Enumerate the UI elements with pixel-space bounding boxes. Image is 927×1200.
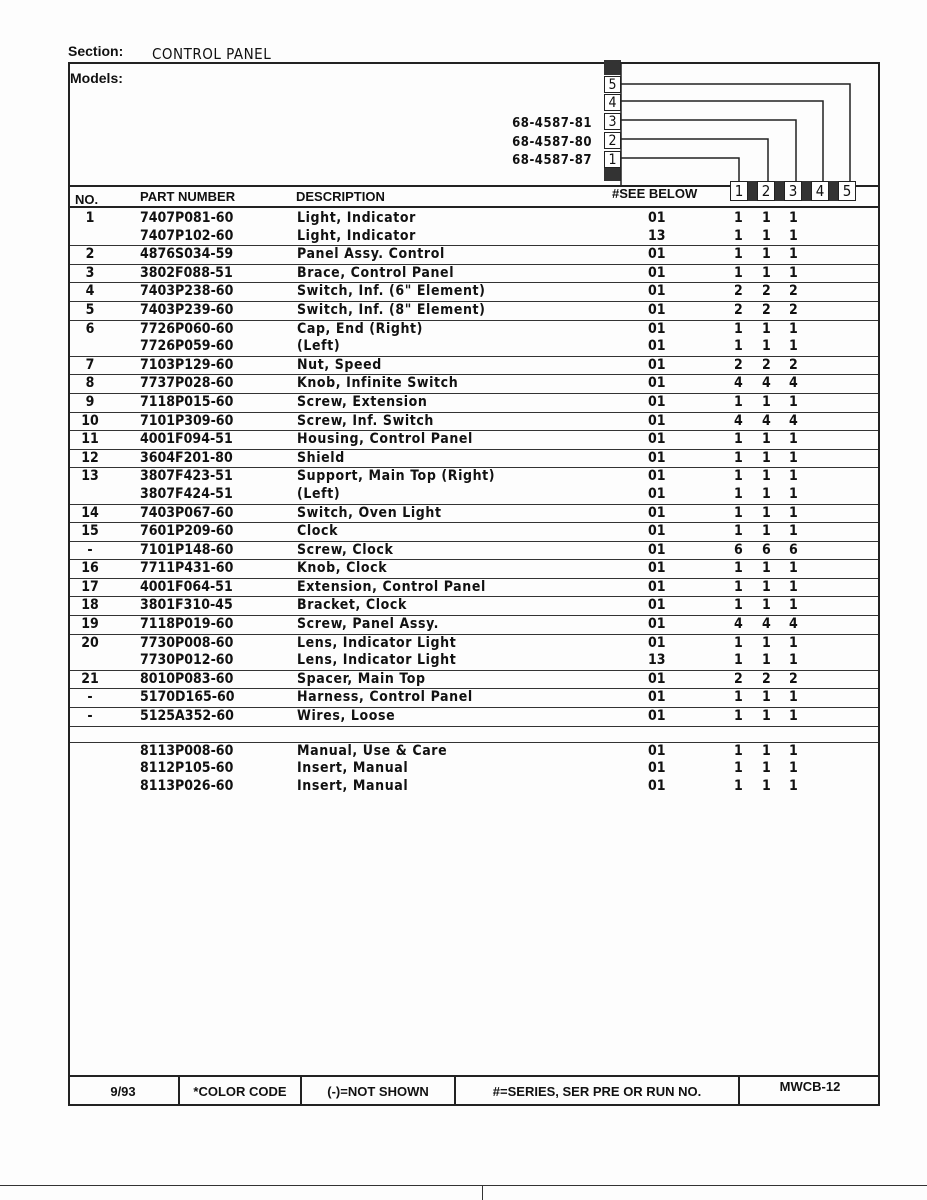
part-description: Light, Indicator [297, 210, 416, 226]
table-row [70, 597, 878, 615]
table-row [70, 708, 878, 726]
part-number: 7403P238-60 [140, 283, 234, 300]
model-column-box: 2 [604, 132, 621, 149]
series-code: 01 [648, 412, 666, 429]
quantity-model-2: 1 [762, 227, 771, 244]
part-description: Insert, Manual [297, 777, 409, 794]
part-group [70, 431, 878, 450]
quantity-model-2: 1 [762, 393, 771, 410]
part-description: Shield [297, 449, 345, 466]
quantity-model-2: 4 [762, 375, 771, 392]
item-number: 10 [81, 412, 99, 429]
model-number: 68-4587-81 [512, 116, 592, 131]
part-group [70, 357, 878, 376]
part-description: Switch, Oven Light [297, 504, 442, 521]
header-description: DESCRIPTION [296, 189, 385, 204]
quantity-model-3: 1 [789, 742, 798, 759]
quantity-model-2: 1 [762, 597, 771, 614]
quantity-model-3: 4 [789, 616, 798, 633]
page-bottom-line [0, 1185, 927, 1186]
quantity-model-1: 4 [734, 375, 743, 392]
models-label: Models: [70, 70, 123, 86]
item-number: 21 [81, 670, 99, 687]
model-column-box: 4 [604, 94, 621, 111]
part-number: 7737P028-60 [140, 375, 234, 392]
quantity-model-1: 1 [734, 468, 743, 485]
part-description: Manual, Use & Care [297, 742, 448, 759]
header-model-col-4: 4 [811, 181, 829, 201]
part-group [70, 265, 878, 284]
quantity-model-1: 1 [734, 338, 743, 355]
quantity-model-3: 1 [789, 210, 798, 226]
part-number: 7101P148-60 [140, 541, 234, 558]
part-description: Screw, Panel Assy. [297, 616, 440, 633]
quantity-model-2: 2 [762, 356, 771, 373]
quantity-model-1: 1 [734, 742, 743, 759]
part-number: 3604F201-80 [140, 449, 233, 466]
series-code: 01 [648, 523, 666, 540]
part-number: 7726P060-60 [140, 320, 234, 337]
part-number: 5125A352-60 [140, 708, 234, 725]
part-group [70, 635, 878, 671]
part-group [70, 283, 878, 302]
quantity-model-2: 1 [762, 708, 771, 725]
part-description: Extension, Control Panel [297, 578, 486, 595]
series-code: 01 [648, 541, 666, 558]
part-group [70, 708, 878, 727]
quantity-model-2: 2 [762, 283, 771, 300]
part-group [70, 597, 878, 616]
item-number: - [87, 708, 93, 725]
series-code: 01 [648, 393, 666, 410]
table-row [70, 542, 878, 560]
model-number: 68-4587-87 [512, 153, 592, 168]
part-group [70, 579, 878, 598]
quantity-model-3: 1 [789, 634, 798, 651]
table-row [70, 357, 878, 375]
series-code: 01 [648, 634, 666, 651]
quantity-model-3: 1 [789, 708, 798, 725]
part-description: Lens, Indicator Light [297, 634, 457, 651]
quantity-model-1: 2 [734, 301, 743, 318]
part-number: 4001F064-51 [140, 578, 233, 595]
table-row [70, 760, 878, 778]
part-description: Cap, End (Right) [297, 320, 424, 337]
item-number: 17 [81, 578, 99, 595]
quantity-model-3: 1 [789, 431, 798, 448]
part-number: 7730P008-60 [140, 634, 234, 651]
quantity-model-3: 2 [789, 670, 798, 687]
quantity-model-1: 1 [734, 578, 743, 595]
quantity-model-2: 1 [762, 320, 771, 337]
header-part-number: PART NUMBER [140, 189, 236, 204]
part-number: 5170D165-60 [140, 689, 235, 706]
model-column-box: 5 [604, 76, 621, 93]
footer-doc-id: MWCB-12 [779, 1079, 841, 1094]
header-model-col-1: 1 [730, 181, 748, 201]
quantity-model-1: 1 [734, 597, 743, 614]
series-code: 01 [648, 742, 666, 759]
section-label: Section: [68, 43, 124, 59]
footer-date: 9/93 [68, 1077, 180, 1105]
part-number: 7711P431-60 [140, 560, 234, 577]
quantity-model-3: 1 [789, 504, 798, 521]
header-no: NO. [75, 192, 99, 207]
header-model-col-2: 2 [757, 181, 775, 201]
part-description: Light, Indicator [297, 227, 416, 244]
table-row [70, 338, 878, 356]
table-row [70, 228, 878, 246]
part-description: Screw, Inf. Switch [297, 412, 435, 429]
series-code: 01 [648, 338, 666, 355]
table-row [70, 505, 878, 523]
part-group [70, 542, 878, 561]
footer-bar [68, 1075, 880, 1105]
quantity-model-1: 6 [734, 541, 743, 558]
part-group [70, 505, 878, 524]
quantity-model-1: 1 [734, 708, 743, 725]
quantity-model-1: 1 [734, 449, 743, 466]
part-description: Lens, Indicator Light [297, 652, 457, 669]
quantity-model-3: 4 [789, 412, 798, 429]
quantity-model-2: 1 [762, 468, 771, 485]
quantity-model-1: 2 [734, 283, 743, 300]
model-number: 68-4587-80 [512, 135, 592, 150]
header-model-col-5: 5 [838, 181, 856, 201]
part-number: 3802F088-51 [140, 264, 233, 281]
series-code: 01 [648, 777, 666, 794]
part-description: Harness, Control Panel [297, 689, 473, 706]
series-code: 01 [648, 356, 666, 373]
part-description: Nut, Speed [297, 356, 382, 373]
part-description: Switch, Inf. (8" Element) [297, 301, 486, 318]
quantity-model-1: 1 [734, 210, 743, 226]
quantity-model-1: 2 [734, 670, 743, 687]
quantity-model-1: 1 [734, 431, 743, 448]
part-number: 7407P081-60 [140, 210, 234, 226]
table-row [70, 431, 878, 449]
model-connector-lines [0, 0, 927, 210]
item-number: 9 [85, 393, 95, 410]
part-group [70, 321, 878, 357]
part-group [70, 671, 878, 690]
quantity-model-3: 2 [789, 283, 798, 300]
part-description: Housing, Control Panel [297, 431, 473, 448]
quantity-model-1: 1 [734, 393, 743, 410]
part-description: Spacer, Main Top [297, 670, 426, 687]
part-group [70, 468, 878, 504]
part-number: 8113P008-60 [140, 742, 234, 759]
quantity-model-3: 1 [789, 760, 798, 777]
part-description: Knob, Clock [297, 560, 388, 577]
series-code: 01 [648, 560, 666, 577]
series-code: 01 [648, 578, 666, 595]
quantity-model-2: 4 [762, 412, 771, 429]
part-description: Brace, Control Panel [297, 264, 455, 281]
quantity-model-1: 1 [734, 523, 743, 540]
table-row [70, 579, 878, 597]
item-number: 19 [81, 616, 99, 633]
part-description: Insert, Manual [297, 760, 409, 777]
item-number: 6 [85, 320, 95, 337]
parts-rows [70, 210, 878, 795]
part-group [70, 246, 878, 265]
quantity-model-3: 1 [789, 320, 798, 337]
part-description: (Left) [297, 338, 341, 355]
item-number: 13 [81, 468, 99, 485]
series-code: 01 [648, 431, 666, 448]
part-number: 8112P105-60 [140, 760, 234, 777]
table-row [70, 265, 878, 283]
quantity-model-3: 1 [789, 246, 798, 263]
item-number: 15 [81, 523, 99, 540]
part-number: 7730P012-60 [140, 652, 234, 669]
quantity-model-1: 1 [734, 560, 743, 577]
quantity-model-2: 1 [762, 246, 771, 263]
quantity-model-2: 1 [762, 210, 771, 226]
quantity-model-3: 2 [789, 356, 798, 373]
quantity-model-3: 1 [789, 338, 798, 355]
quantity-model-1: 1 [734, 227, 743, 244]
item-number: 14 [81, 504, 99, 521]
series-code: 01 [648, 283, 666, 300]
part-number: 3807F423-51 [140, 468, 233, 485]
quantity-model-2: 1 [762, 338, 771, 355]
quantity-model-3: 1 [789, 597, 798, 614]
footer-series-note: #=SERIES, SER PRE OR RUN NO. [456, 1077, 740, 1105]
part-number: 8113P026-60 [140, 777, 234, 794]
part-description: (Left) [297, 485, 341, 502]
part-group [70, 560, 878, 579]
item-number: 4 [85, 283, 95, 300]
quantity-model-2: 1 [762, 504, 771, 521]
part-group [70, 302, 878, 321]
part-group [70, 413, 878, 432]
table-row [70, 486, 878, 504]
part-description: Knob, Infinite Switch [297, 375, 459, 392]
quantity-model-2: 2 [762, 301, 771, 318]
quantity-model-2: 1 [762, 634, 771, 651]
quantity-model-1: 1 [734, 320, 743, 337]
part-group [70, 523, 878, 542]
quantity-model-2: 1 [762, 560, 771, 577]
table-row [70, 560, 878, 578]
series-code: 01 [648, 597, 666, 614]
item-number: 11 [81, 431, 99, 448]
table-row [70, 468, 878, 486]
item-number: 2 [85, 246, 95, 263]
part-description: Screw, Clock [297, 541, 394, 558]
quantity-model-2: 1 [762, 523, 771, 540]
quantity-model-1: 4 [734, 412, 743, 429]
table-row [70, 302, 878, 320]
series-code: 01 [648, 264, 666, 281]
part-group [70, 375, 878, 394]
item-number: - [87, 689, 93, 706]
table-row [70, 743, 878, 761]
quantity-model-2: 4 [762, 616, 771, 633]
quantity-model-1: 1 [734, 246, 743, 263]
quantity-model-1: 1 [734, 760, 743, 777]
footer-color-code: *COLOR CODE [180, 1077, 302, 1105]
quantity-model-3: 6 [789, 541, 798, 558]
quantity-model-2: 1 [762, 485, 771, 502]
quantity-model-2: 6 [762, 541, 771, 558]
quantity-model-1: 1 [734, 634, 743, 651]
part-number: 7118P015-60 [140, 393, 234, 410]
quantity-model-2: 1 [762, 264, 771, 281]
item-number: 5 [85, 301, 95, 318]
series-code: 01 [648, 320, 666, 337]
series-code: 01 [648, 670, 666, 687]
quantity-model-3: 1 [789, 227, 798, 244]
part-description: Wires, Loose [297, 708, 396, 725]
part-description: Switch, Inf. (6" Element) [297, 283, 486, 300]
quantity-model-2: 1 [762, 449, 771, 466]
part-number: 7601P209-60 [140, 523, 234, 540]
table-row [70, 246, 878, 264]
part-number: 3807F424-51 [140, 485, 233, 502]
part-number: 7118P019-60 [140, 616, 234, 633]
quantity-model-1: 1 [734, 777, 743, 794]
item-number: 7 [85, 356, 95, 373]
quantity-model-3: 4 [789, 375, 798, 392]
quantity-model-2: 1 [762, 760, 771, 777]
footer-not-shown: (-)=NOT SHOWN [302, 1077, 456, 1105]
table-row [70, 413, 878, 431]
series-code: 01 [648, 689, 666, 706]
part-number: 4876S034-59 [140, 246, 234, 263]
quantity-model-2: 1 [762, 652, 771, 669]
quantity-model-3: 1 [789, 560, 798, 577]
table-row [70, 394, 878, 412]
quantity-model-3: 2 [789, 301, 798, 318]
header-see-below: #SEE BELOW [612, 186, 698, 201]
item-number: 1 [85, 210, 95, 226]
table-row [70, 635, 878, 653]
table-row [70, 321, 878, 339]
table-row [70, 450, 878, 468]
part-description: Support, Main Top (Right) [297, 468, 496, 485]
part-group [70, 616, 878, 635]
series-code: 01 [648, 485, 666, 502]
part-number: 3801F310-45 [140, 597, 233, 614]
series-code: 01 [648, 760, 666, 777]
series-code: 01 [648, 375, 666, 392]
header-divider [68, 206, 880, 208]
quantity-model-2: 1 [762, 431, 771, 448]
header-model-col-3: 3 [784, 181, 802, 201]
quantity-model-1: 1 [734, 652, 743, 669]
part-group [70, 394, 878, 413]
item-number: 3 [85, 264, 95, 281]
quantity-model-3: 1 [789, 393, 798, 410]
part-description: Panel Assy. Control [297, 246, 445, 263]
series-code: 01 [648, 468, 666, 485]
part-number: 7726P059-60 [140, 338, 234, 355]
part-number: 7103P129-60 [140, 356, 234, 373]
part-description: Clock [297, 523, 339, 540]
blank-row [70, 727, 878, 743]
quantity-model-3: 1 [789, 449, 798, 466]
item-number: 20 [81, 634, 99, 651]
series-code: 01 [648, 708, 666, 725]
table-row [70, 689, 878, 707]
item-number: 12 [81, 449, 99, 466]
quantity-model-1: 1 [734, 504, 743, 521]
part-number: 7407P102-60 [140, 227, 234, 244]
model-column-box: 1 [604, 151, 621, 168]
series-code: 01 [648, 210, 666, 226]
item-number: - [87, 541, 93, 558]
part-number: 7403P067-60 [140, 504, 234, 521]
series-code: 01 [648, 504, 666, 521]
part-number: 8010P083-60 [140, 670, 234, 687]
quantity-model-3: 1 [789, 264, 798, 281]
quantity-model-1: 1 [734, 689, 743, 706]
quantity-model-3: 1 [789, 523, 798, 540]
item-number: 8 [85, 375, 95, 392]
series-code: 13 [648, 652, 666, 669]
quantity-model-1: 4 [734, 616, 743, 633]
part-group [70, 743, 878, 796]
table-row [70, 375, 878, 393]
series-code: 01 [648, 301, 666, 318]
quantity-model-3: 1 [789, 578, 798, 595]
quantity-model-1: 2 [734, 356, 743, 373]
quantity-model-1: 1 [734, 485, 743, 502]
item-number: 16 [81, 560, 99, 577]
part-group [70, 450, 878, 469]
part-description: Screw, Extension [297, 393, 428, 410]
table-row [70, 616, 878, 634]
table-row [70, 652, 878, 670]
part-group [70, 210, 878, 246]
quantity-model-2: 1 [762, 578, 771, 595]
item-number: 18 [81, 597, 99, 614]
series-code: 01 [648, 449, 666, 466]
part-group [70, 689, 878, 708]
quantity-model-2: 1 [762, 689, 771, 706]
quantity-model-3: 1 [789, 485, 798, 502]
table-row [70, 283, 878, 301]
series-code: 13 [648, 227, 666, 244]
quantity-model-2: 2 [762, 670, 771, 687]
table-row [70, 671, 878, 689]
part-number: 7101P309-60 [140, 412, 234, 429]
series-code: 01 [648, 246, 666, 263]
series-code: 01 [648, 616, 666, 633]
table-row [70, 210, 878, 228]
section-value: CONTROL PANEL [152, 45, 272, 63]
part-description: Bracket, Clock [297, 597, 407, 614]
part-number: 7403P239-60 [140, 301, 234, 318]
quantity-model-3: 1 [789, 689, 798, 706]
quantity-model-3: 1 [789, 777, 798, 794]
table-row [70, 523, 878, 541]
quantity-model-1: 1 [734, 264, 743, 281]
table-row [70, 778, 878, 796]
model-column-box: 3 [604, 113, 621, 130]
quantity-model-3: 1 [789, 652, 798, 669]
quantity-model-2: 1 [762, 742, 771, 759]
quantity-model-2: 1 [762, 777, 771, 794]
part-number: 4001F094-51 [140, 431, 233, 448]
quantity-model-3: 1 [789, 468, 798, 485]
